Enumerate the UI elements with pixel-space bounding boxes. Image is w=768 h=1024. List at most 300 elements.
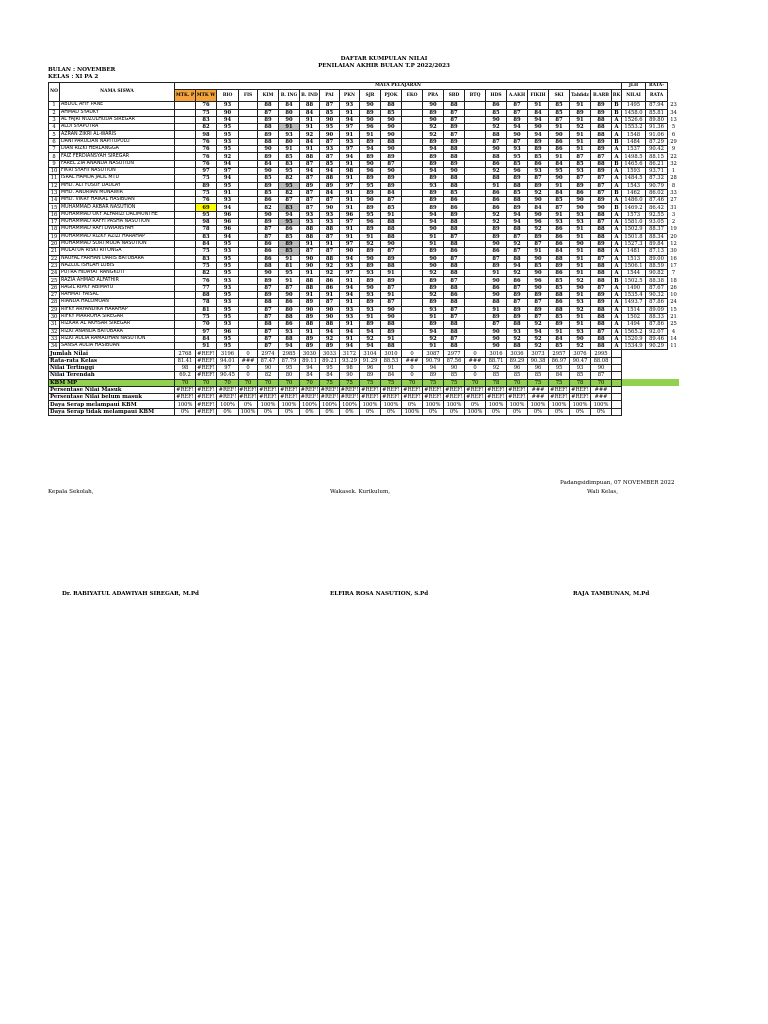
- total-cell: 1462: [622, 189, 646, 196]
- summary-cell: 3196: [217, 350, 239, 357]
- col-subject: B. ING: [279, 90, 300, 102]
- kepala-title: Kepala Sekolah,: [48, 489, 94, 495]
- grade-cell: [465, 138, 486, 145]
- student-name: MUHAMMAD RIZKY AZIZI HARAHAP: [60, 233, 175, 240]
- grade-cell: 96: [360, 124, 381, 131]
- grade-cell: 89: [591, 299, 612, 306]
- grade-cell: 91: [340, 335, 360, 342]
- student-name: ABDUL AFIF PANE: [60, 102, 175, 109]
- average-cell: 87.32: [646, 175, 668, 182]
- grade-cell: [402, 262, 423, 269]
- summary-cell: 0%: [570, 408, 591, 415]
- grade-cell: [175, 328, 196, 335]
- grade-cell: A: [612, 175, 622, 182]
- grade-cell: 91: [300, 270, 320, 277]
- grade-cell: 88: [591, 233, 612, 240]
- col-subject: HDS: [486, 90, 507, 102]
- grade-cell: 88: [507, 226, 528, 233]
- grade-cell: 90: [300, 306, 320, 313]
- grade-cell: 91: [570, 146, 591, 153]
- summary-cell: #REF!: [176, 394, 194, 401]
- grade-cell: [465, 292, 486, 299]
- grade-cell: 85: [381, 204, 402, 211]
- table-row: [49, 240, 680, 247]
- grade-cell: 90: [570, 197, 591, 204]
- grade-cell: [175, 255, 196, 262]
- grade-cell: 91: [549, 182, 570, 189]
- rank-cell: 23: [670, 102, 677, 109]
- summary-cell: 0: [465, 372, 486, 379]
- student-name: MUHAMMAD OKY ALFARIZI DALIMUNTHE: [60, 211, 175, 218]
- table-row: [49, 292, 680, 299]
- grade-cell: [239, 335, 258, 342]
- grade-cell: 88: [444, 328, 465, 335]
- col-subject: PRA: [423, 90, 444, 102]
- grade-cell: [402, 146, 423, 153]
- col-mata-pelajaran: MATA PELAJARAN: [175, 83, 622, 90]
- grade-cell: 89: [258, 219, 279, 226]
- grade-cell: 92: [360, 240, 381, 247]
- grade-cell: 88: [444, 175, 465, 182]
- grade-cell: 89: [279, 240, 300, 247]
- grade-cell: 87: [444, 306, 465, 313]
- average-cell: 89.80: [646, 116, 668, 123]
- grade-cell: 93: [217, 321, 239, 328]
- grade-cell: 88: [549, 306, 570, 313]
- grade-cell: 88: [549, 292, 570, 299]
- summary-cell: 0%: [340, 408, 360, 415]
- grade-cell: 89: [423, 299, 444, 306]
- grade-cell: 92: [486, 211, 507, 218]
- grade-cell: 92: [570, 343, 591, 350]
- total-cell: 1514: [622, 306, 646, 313]
- grade-cell: 93: [340, 102, 360, 109]
- total-cell: 1502.9: [622, 226, 646, 233]
- summary-label: Rata-rata Kelas: [49, 357, 175, 364]
- student-name: RIZKAR AL AKHSAR SIREGAR: [60, 321, 175, 328]
- grade-cell: 90: [486, 240, 507, 247]
- grade-cell: 82: [279, 175, 300, 182]
- summary-row: [49, 408, 680, 415]
- row-number: 6: [49, 138, 60, 145]
- summary-cell: #REF!: [361, 394, 379, 401]
- total-cell: 1527.3: [622, 240, 646, 247]
- summary-cell: 100%: [570, 401, 591, 408]
- grade-cell: 89: [360, 189, 381, 196]
- grade-cell: A: [612, 313, 622, 320]
- grade-cell: 96: [528, 277, 549, 284]
- summary-cell: #REF!: [176, 387, 194, 394]
- grade-cell: 88: [300, 102, 320, 109]
- average-cell: 87.67: [646, 284, 668, 291]
- col-jlh: JLH: [622, 83, 646, 90]
- summary-cell: 0%: [217, 408, 239, 415]
- grade-cell: [402, 211, 423, 218]
- summary-cell: 0%: [320, 408, 340, 415]
- summary-cell: 88.08: [591, 357, 612, 364]
- grade-cell: 90: [381, 146, 402, 153]
- summary-cell: 90: [591, 364, 612, 371]
- grade-cell: 95: [217, 124, 239, 131]
- summary-row: [49, 394, 680, 401]
- row-number: 34: [49, 343, 60, 350]
- grade-cell: 94: [217, 160, 239, 167]
- grade-cell: 92: [507, 335, 528, 342]
- summary-cell: [622, 401, 646, 408]
- row-number: 20: [49, 240, 60, 247]
- grade-cell: 87: [507, 102, 528, 109]
- grade-cell: A: [612, 262, 622, 269]
- summary-cell: 70: [175, 379, 196, 386]
- grade-cell: A: [612, 299, 622, 306]
- grade-cell: 86: [486, 248, 507, 255]
- rank-cell: 1: [671, 168, 676, 175]
- summary-cell: [612, 386, 622, 393]
- table-row: [49, 299, 680, 306]
- grade-cell: 88: [444, 146, 465, 153]
- summary-cell: 70: [402, 379, 423, 386]
- grade-cell: A: [612, 153, 622, 160]
- grade-cell: 87: [444, 335, 465, 342]
- total-cell: 1502: [622, 313, 646, 320]
- grade-cell: [175, 321, 196, 328]
- grade-cell: 93: [423, 182, 444, 189]
- grade-cell: 89: [423, 248, 444, 255]
- grade-cell: [239, 116, 258, 123]
- grade-cell: 89: [258, 153, 279, 160]
- grade-cell: 96: [360, 219, 381, 226]
- grade-cell: 94: [340, 284, 360, 291]
- grade-cell: 89: [423, 204, 444, 211]
- summary-cell: [622, 357, 646, 364]
- grade-cell: A: [612, 182, 622, 189]
- grade-cell: [402, 226, 423, 233]
- grade-cell: 89: [591, 146, 612, 153]
- grade-cell: [465, 153, 486, 160]
- grade-cell: 87: [444, 313, 465, 320]
- grade-cell: 92: [570, 306, 591, 313]
- grade-cell: 90: [320, 313, 340, 320]
- row-number: 13: [49, 189, 60, 196]
- grade-cell: 85: [507, 160, 528, 167]
- table-row: [49, 182, 680, 189]
- summary-cell: #REF!: [487, 394, 505, 401]
- grade-cell: 83: [196, 255, 217, 262]
- grade-cell: 91: [549, 211, 570, 218]
- grade-cell: 85: [507, 189, 528, 196]
- grade-cell: B: [612, 204, 622, 211]
- grade-cell: 91: [528, 102, 549, 109]
- summary-cell: #REF!: [571, 394, 589, 401]
- grade-cell: 88: [591, 124, 612, 131]
- grade-cell: 90: [300, 262, 320, 269]
- grade-cell: 87: [258, 328, 279, 335]
- average-cell: 87.86: [646, 321, 668, 328]
- grade-cell: A: [612, 226, 622, 233]
- grade-cell: [175, 240, 196, 247]
- summary-cell: [646, 372, 668, 379]
- summary-cell: [622, 350, 646, 357]
- grade-cell: 90: [423, 116, 444, 123]
- summary-cell: 0%: [528, 408, 549, 415]
- grade-cell: 93: [360, 270, 381, 277]
- summary-cell: 90: [444, 364, 465, 371]
- grade-cell: 82: [258, 204, 279, 211]
- grade-cell: 89: [444, 160, 465, 167]
- grade-cell: 94: [528, 131, 549, 138]
- grade-cell: 95: [217, 335, 239, 342]
- summary-row: [49, 372, 680, 379]
- col-subject: FIS: [239, 90, 258, 102]
- summary-cell: 85: [486, 372, 507, 379]
- grade-cell: [402, 167, 423, 174]
- grade-cell: 91: [549, 328, 570, 335]
- grade-cell: 88: [279, 313, 300, 320]
- grade-cell: 92: [423, 335, 444, 342]
- grade-cell: 90: [570, 204, 591, 211]
- grade-cell: 87: [591, 219, 612, 226]
- grade-cell: 93: [507, 146, 528, 153]
- grade-cell: [239, 146, 258, 153]
- grade-cell: 91: [279, 124, 300, 131]
- grade-cell: 93: [217, 284, 239, 291]
- row-number: 2: [49, 109, 60, 116]
- grade-cell: 88: [381, 233, 402, 240]
- summary-cell: 94: [300, 364, 320, 371]
- grade-cell: 89: [528, 146, 549, 153]
- grade-cell: 89: [444, 211, 465, 218]
- grade-cell: 93: [570, 328, 591, 335]
- student-name: AZRAN ZIKRI AL-WARIS: [60, 131, 175, 138]
- grade-cell: 89: [570, 109, 591, 116]
- grade-cell: [402, 306, 423, 313]
- grade-cell: A: [612, 248, 622, 255]
- grade-cell: 90: [300, 255, 320, 262]
- grade-cell: 89: [591, 240, 612, 247]
- grade-cell: 89: [423, 175, 444, 182]
- grade-cell: [239, 109, 258, 116]
- grade-cell: 86: [549, 270, 570, 277]
- grade-cell: 87: [258, 233, 279, 240]
- grade-cell: A: [612, 343, 622, 350]
- rank-cell: 21: [670, 314, 677, 321]
- grade-cell: [402, 321, 423, 328]
- grade-cell: 94: [423, 328, 444, 335]
- summary-cell: [612, 357, 622, 364]
- summary-cell: 89: [423, 372, 444, 379]
- average-cell: 87.46: [646, 197, 668, 204]
- grade-cell: 89: [444, 138, 465, 145]
- grade-cell: 95: [217, 313, 239, 320]
- grade-cell: 78: [196, 226, 217, 233]
- grade-cell: 91: [570, 233, 591, 240]
- grade-cell: 89: [423, 197, 444, 204]
- grade-cell: 86: [549, 138, 570, 145]
- grade-cell: 93: [279, 131, 300, 138]
- summary-cell: 3073: [528, 350, 549, 357]
- summary-cell: #REF!: [320, 387, 339, 394]
- total-cell: 1544: [622, 270, 646, 277]
- grade-cell: [175, 175, 196, 182]
- grade-cell: [239, 124, 258, 131]
- average-cell: 89.46: [646, 335, 668, 342]
- summary-cell: 96: [528, 364, 549, 371]
- grade-cell: 94: [217, 204, 239, 211]
- summary-cell: 3033: [320, 350, 340, 357]
- grade-cell: 88: [320, 175, 340, 182]
- grade-cell: [402, 299, 423, 306]
- grade-cell: 93: [570, 211, 591, 218]
- place-date: Padangsidimpuan, 07 NOVEMBER 2022: [560, 480, 675, 486]
- rank-cell: 32: [670, 160, 677, 167]
- grade-cell: B: [612, 160, 622, 167]
- grade-cell: 89: [360, 204, 381, 211]
- grade-cell: [175, 292, 196, 299]
- grade-cell: A: [612, 116, 622, 123]
- grade-cell: [402, 233, 423, 240]
- average-cell: 86.02: [646, 189, 668, 196]
- table-row: [49, 211, 680, 218]
- grade-cell: 97: [340, 219, 360, 226]
- grade-cell: 89: [528, 233, 549, 240]
- document-subtitle: PENILAIAN AKHIR BULAN T.P 2022/2023: [318, 63, 450, 69]
- grade-cell: 87: [591, 255, 612, 262]
- summary-cell: #REF!: [466, 394, 484, 401]
- student-name: RIFKY MARROHA SIREGAR: [60, 313, 175, 320]
- student-name: AHMAD SYAUKY: [60, 109, 175, 116]
- summary-cell: 3076: [570, 350, 591, 357]
- summary-cell: [622, 379, 646, 386]
- grade-cell: 87: [570, 153, 591, 160]
- grade-cell: 86: [258, 240, 279, 247]
- summary-cell: #REF!: [320, 394, 339, 401]
- grade-cell: 95: [217, 262, 239, 269]
- summary-cell: 100%: [300, 401, 320, 408]
- grade-cell: A: [612, 255, 622, 262]
- grade-cell: 91: [423, 343, 444, 350]
- grade-cell: 86: [549, 299, 570, 306]
- grade-cell: 87: [591, 175, 612, 182]
- grade-cell: [175, 313, 196, 320]
- grade-cell: 88: [196, 292, 217, 299]
- row-number: 7: [49, 146, 60, 153]
- summary-cell: #REF!: [217, 386, 239, 393]
- grade-cell: 87: [507, 284, 528, 291]
- grade-cell: 86: [549, 146, 570, 153]
- grade-cell: 87: [444, 109, 465, 116]
- grade-cell: 91: [300, 124, 320, 131]
- average-cell: 88.38: [646, 277, 668, 284]
- student-name: MUHAMMAD RAFFI PASHA NASUTION: [60, 219, 175, 226]
- table-row: [49, 248, 680, 255]
- grade-cell: 85: [279, 248, 300, 255]
- grade-cell: 87: [258, 306, 279, 313]
- summary-cell: 90.47: [570, 357, 591, 364]
- summary-cell: 75: [444, 379, 465, 386]
- grade-cell: [239, 321, 258, 328]
- grade-cell: 87: [444, 255, 465, 262]
- grade-cell: 94: [340, 255, 360, 262]
- student-name: ALDI SYAPUTRA: [60, 124, 175, 131]
- summary-cell: 0%: [360, 408, 381, 415]
- summary-cell: 75: [320, 379, 340, 386]
- average-cell: 93.05: [646, 219, 668, 226]
- grade-cell: 82: [279, 189, 300, 196]
- grade-cell: [239, 255, 258, 262]
- grade-cell: 85: [320, 160, 340, 167]
- grade-cell: 87: [300, 204, 320, 211]
- summary-cell: 0: [239, 372, 258, 379]
- summary-cell: 0%: [549, 408, 570, 415]
- summary-cell: #REF!: [571, 387, 589, 394]
- grade-cell: 94: [507, 211, 528, 218]
- total-cell: 1484.5: [622, 175, 646, 182]
- row-number: 29: [49, 306, 60, 313]
- summary-cell: ###: [591, 386, 612, 393]
- grade-cell: 97: [340, 146, 360, 153]
- grade-cell: 90: [591, 204, 612, 211]
- grade-cell: 86: [279, 226, 300, 233]
- grade-cell: 92: [320, 335, 340, 342]
- table-row: [49, 226, 680, 233]
- grade-cell: 94: [528, 328, 549, 335]
- student-name: MUHAMMAD RAFI DWIANSYAH: [60, 226, 175, 233]
- summary-cell: #REF!: [239, 394, 257, 401]
- summary-cell: #REF!: [197, 365, 215, 372]
- table-row: [49, 197, 680, 204]
- grade-cell: [465, 277, 486, 284]
- summary-cell: #REF!: [550, 387, 568, 394]
- grade-cell: 93: [423, 306, 444, 313]
- grade-cell: [402, 240, 423, 247]
- grade-cell: 95: [217, 255, 239, 262]
- grade-cell: 86: [320, 277, 340, 284]
- grade-cell: [402, 116, 423, 123]
- grade-cell: 87: [320, 138, 340, 145]
- grade-cell: 91: [340, 109, 360, 116]
- grade-cell: 94: [360, 146, 381, 153]
- grade-cell: 92: [528, 335, 549, 342]
- grade-cell: 88: [381, 262, 402, 269]
- summary-cell: #REF!: [487, 387, 505, 394]
- total-cell: 1465.6: [622, 160, 646, 167]
- grade-cell: 90: [507, 131, 528, 138]
- grade-cell: 93: [320, 219, 340, 226]
- total-cell: 1486.0: [622, 197, 646, 204]
- grade-cell: 86: [444, 204, 465, 211]
- grade-cell: 90: [528, 124, 549, 131]
- grade-cell: 91: [570, 270, 591, 277]
- grade-cell: 87: [320, 197, 340, 204]
- grade-cell: 92: [486, 167, 507, 174]
- average-cell: 89.84: [646, 240, 668, 247]
- summary-cell: 81.41: [175, 357, 196, 364]
- grade-cell: 89: [507, 116, 528, 123]
- grade-cell: 75: [196, 262, 217, 269]
- grade-cell: 89: [423, 284, 444, 291]
- grade-cell: 89: [381, 255, 402, 262]
- grade-cell: 91: [570, 255, 591, 262]
- grade-cell: 90: [381, 167, 402, 174]
- col-subject: SJR: [360, 90, 381, 102]
- grade-cell: 90: [486, 343, 507, 350]
- grade-cell: [465, 255, 486, 262]
- grade-cell: 88: [300, 153, 320, 160]
- grade-cell: [239, 233, 258, 240]
- summary-cell: [668, 364, 680, 371]
- summary-cell: [646, 394, 668, 401]
- grade-cell: [175, 116, 196, 123]
